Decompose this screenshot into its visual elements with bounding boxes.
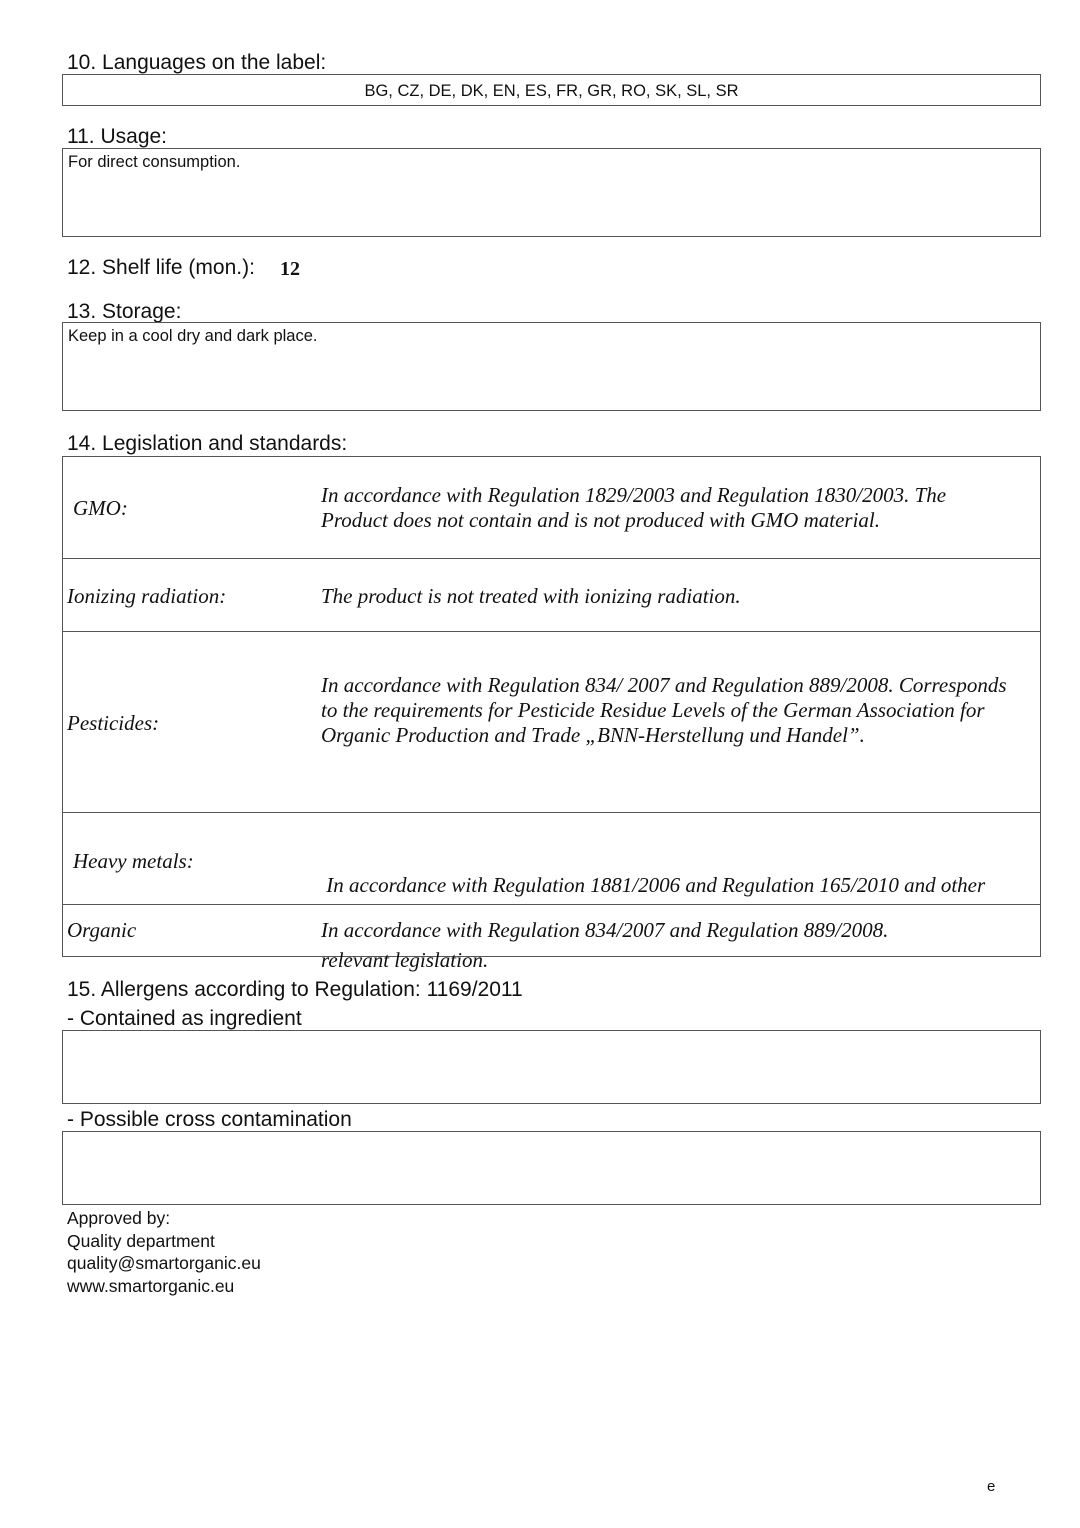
legislation-row-organic: [63, 905, 1040, 956]
pesticides-text: [321, 673, 1036, 748]
shelf-life-heading: 12. Shelf life (mon.):: [67, 256, 255, 279]
heavy-metals-label: Heavy metals:: [73, 849, 194, 873]
pesticides-label: Pesticides:: [67, 711, 160, 735]
gmo-text-line: In accordance with Regulation 1829/2003 and Regulation 1830/2003. The: [321, 483, 947, 507]
email-link[interactable]: quality@smartorganic.eu: [67, 1253, 261, 1273]
pesticides-text-line: In accordance with Regulation 834/ 2007 and Regulation 889/2008. Corresponds: [321, 673, 1007, 697]
ionizing-label: Ionizing radiation:: [67, 584, 227, 608]
heavy-metals-text-line: relevant legislation.: [321, 948, 489, 972]
department-name: Quality department: [67, 1230, 215, 1251]
legislation-table: [62, 456, 1041, 972]
pesticides-text-line: Organic Production and Trade „BNN-Herstellung und Handel”.: [321, 723, 865, 747]
ionizing-text-line: The product is not treated with ionizing radiation.: [321, 584, 741, 608]
legislation-heading: 14. Legislation and standards:: [67, 432, 348, 455]
ionizing-text: [321, 584, 1036, 609]
organic-text: [321, 918, 1036, 943]
languages-box: [62, 74, 1041, 106]
legislation-row-ionizing: [63, 559, 1040, 632]
languages-heading: 10. Languages on the label:: [67, 51, 327, 74]
storage-box: [62, 322, 1041, 411]
approval-block: [67, 1207, 261, 1297]
pesticides-text-line: to the requirements for Pesticide Residue Levels of the German Association for: [321, 698, 985, 722]
heavy-metals-text-line: In accordance with Regulation 1881/2006 and Regulation 165/2010 and other: [321, 873, 986, 897]
storage-heading: 13. Storage:: [67, 300, 182, 323]
cross-contamination-heading: - Possible cross contamination: [67, 1108, 352, 1131]
cross-contamination-box: [62, 1131, 1041, 1205]
legislation-row-pesticides: [63, 632, 1040, 813]
page-mark: e: [987, 1478, 996, 1495]
contained-heading: - Contained as ingredient: [67, 1007, 302, 1030]
organic-label: Organic: [67, 918, 137, 942]
gmo-label: GMO:: [73, 496, 128, 520]
legislation-row-gmo: [63, 457, 1040, 559]
languages-value: BG, CZ, DE, DK, EN, ES, FR, GR, RO, SK, SL, SR: [364, 82, 739, 100]
usage-heading: 11. Usage:: [67, 125, 168, 148]
gmo-text-line: Product does not contain and is not produced with GMO material.: [321, 508, 880, 532]
contained-box: [62, 1030, 1041, 1104]
website-link[interactable]: www.smartorganic.eu: [67, 1275, 235, 1296]
usage-box: [62, 148, 1041, 237]
allergens-heading: 15. Allergens according to Regulation: 1169/2011: [67, 978, 523, 1001]
usage-value: For direct consumption.: [68, 153, 241, 171]
approved-by-label: Approved by:: [67, 1208, 171, 1228]
gmo-text: [321, 483, 1036, 533]
shelf-life-value: 12: [280, 258, 300, 280]
organic-text-line: In accordance with Regulation 834/2007 and Regulation 889/2008.: [321, 918, 889, 942]
storage-value: Keep in a cool dry and dark place.: [68, 327, 318, 345]
